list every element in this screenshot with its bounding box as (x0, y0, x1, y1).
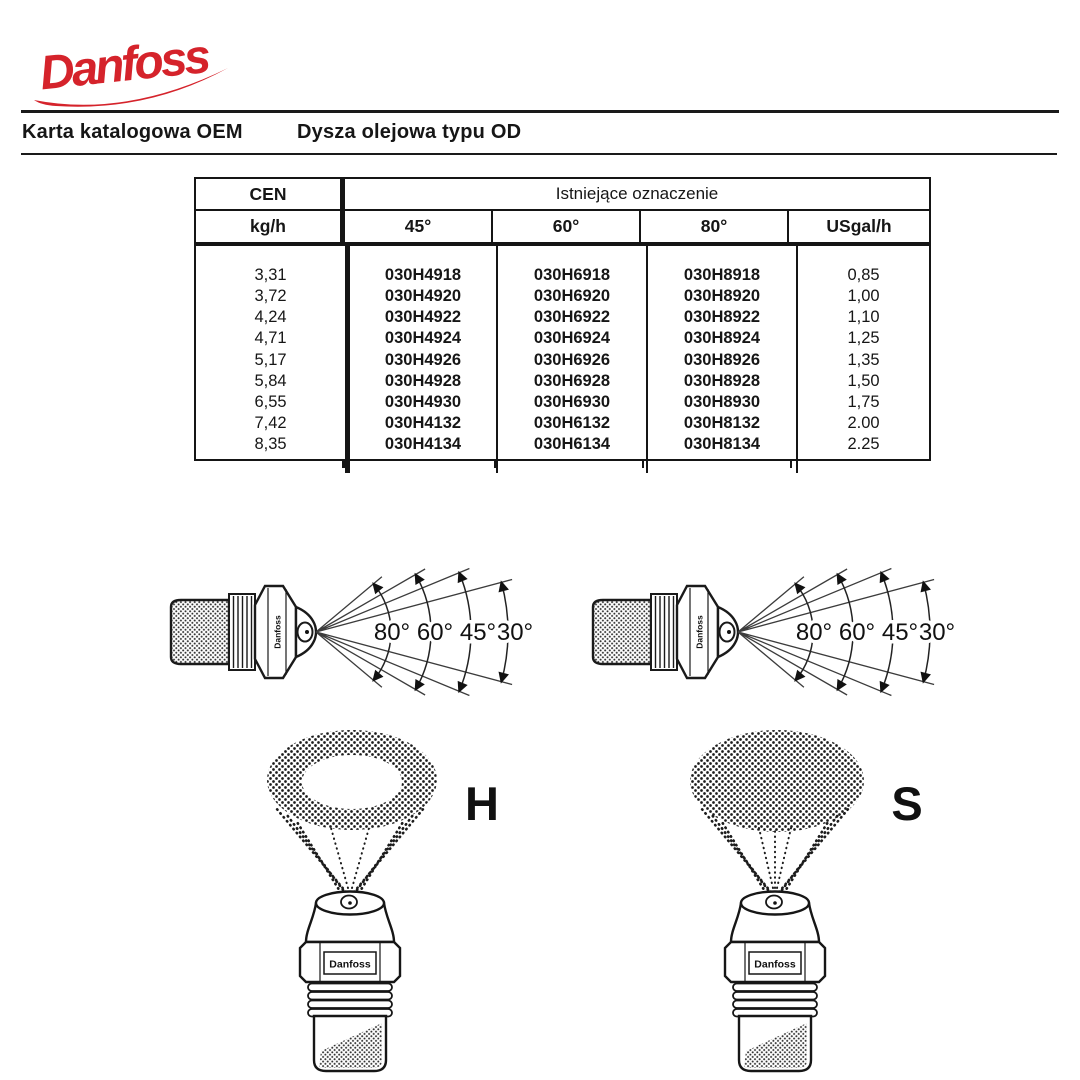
nozzle-brand-text: Danfoss (694, 615, 705, 649)
cell-value: 030H8132 (683, 413, 761, 432)
table-divider-tail (342, 461, 347, 468)
cell-value: 4,24 (254, 308, 287, 327)
angle-label-80: 80° (373, 619, 411, 646)
cell-value: 4,71 (254, 329, 287, 348)
table-divider-tail (642, 461, 644, 468)
cell-value: 030H6930 (533, 392, 611, 411)
cell-value: 030H4134 (384, 435, 462, 454)
cell-value: 030H8134 (683, 435, 761, 454)
cell-value: 030H4926 (384, 350, 462, 369)
nozzle-filter (171, 600, 229, 664)
angle-label-30: 30° (918, 619, 956, 646)
cell-value: 5,17 (254, 350, 287, 369)
header-rule-bottom (21, 153, 1057, 155)
header-rule-top (21, 110, 1059, 113)
orifice-dot (348, 901, 352, 905)
orifice-dot (773, 901, 777, 905)
cell-value: 030H8926 (683, 350, 761, 369)
nozzle-threads (733, 992, 817, 1000)
nozzle-threads (308, 1001, 392, 1009)
table-corner-cell: CEN (196, 179, 345, 209)
spray-angle-diagram-right (588, 555, 988, 720)
cell-value: 1,25 (847, 329, 880, 348)
cell-value: 3,31 (254, 266, 287, 284)
column-kgh-values (196, 246, 350, 473)
cell-value: 030H8918 (683, 266, 761, 284)
nozzle-top-view (300, 892, 400, 1072)
cell-value: 030H4928 (384, 371, 462, 390)
pattern-type-label-s: S (891, 777, 923, 830)
cell-value: 030H6922 (533, 308, 611, 327)
cell-value: 8,35 (254, 435, 287, 454)
angle-label-60: 60° (416, 619, 454, 646)
cell-value: 030H8928 (683, 371, 761, 390)
cell-value: 030H6134 (533, 435, 611, 454)
col-header-60: 60° (491, 211, 639, 242)
orifice-dot (727, 630, 731, 634)
col-header-usgal: USgal/h (787, 211, 929, 242)
cell-value: 030H6928 (533, 371, 611, 390)
cell-value: 3,72 (254, 287, 287, 306)
logo-text: Danfoss (37, 30, 211, 101)
cell-value: 030H8920 (683, 287, 761, 306)
cell-value: 5,84 (254, 371, 287, 390)
spec-table (194, 177, 931, 461)
cell-value: 6,55 (254, 392, 287, 411)
col-header-kgh: kg/h (196, 211, 345, 242)
column-usgal-values (796, 246, 929, 473)
cell-value: 030H6926 (533, 350, 611, 369)
product-title: Dysza olejowa typu OD (297, 121, 522, 143)
nozzle-threads (733, 984, 817, 992)
cell-value: 7,42 (254, 413, 287, 432)
danfoss-logo (26, 18, 238, 112)
col-header-80: 80° (639, 211, 787, 242)
column-60-codes (496, 246, 646, 473)
solid-cone-diagram (655, 720, 985, 1080)
cell-value: 2.25 (847, 435, 880, 454)
cell-value: 030H4930 (384, 392, 462, 411)
cell-value: 030H4922 (384, 308, 462, 327)
angle-label-45: 45° (881, 619, 919, 646)
col-header-45: 45° (404, 216, 432, 236)
angle-label-45: 45° (459, 619, 497, 646)
cell-value: 030H6924 (533, 329, 611, 348)
nozzle-brand-text: Danfoss (329, 958, 371, 971)
cell-value: 030H4918 (384, 266, 462, 284)
cell-value: 030H8924 (683, 329, 761, 348)
column-45-codes (350, 246, 496, 473)
pattern-type-label-h: H (465, 777, 499, 830)
nozzle-threads (733, 1001, 817, 1009)
nozzle-threads (308, 992, 392, 1000)
cell-value: 030H6132 (533, 413, 611, 432)
cell-value: 030H6920 (533, 287, 611, 306)
nozzle-filter (593, 600, 651, 664)
cell-value: 030H4920 (384, 287, 462, 306)
cell-value: 1,75 (847, 392, 880, 411)
cell-value: 030H8930 (683, 392, 761, 411)
angle-label-80: 80° (795, 619, 833, 646)
nozzle-top-view (725, 892, 825, 1072)
doc-type-title: Karta katalogowa OEM (22, 121, 243, 143)
cell-value: 030H4924 (384, 329, 462, 348)
cell-value: 030H8922 (683, 308, 761, 327)
orifice-dot (305, 630, 309, 634)
cell-value: 030H4132 (384, 413, 462, 432)
angle-label-60: 60° (838, 619, 876, 646)
nozzle-threads (308, 984, 392, 992)
angle-label-30: 30° (496, 619, 534, 646)
table-group-header: Istniejące oznaczenie (555, 184, 719, 203)
cell-value: 1,00 (847, 287, 880, 306)
cell-value: 1,35 (847, 350, 880, 369)
cell-value: 1,50 (847, 371, 880, 390)
table-divider-tail (494, 461, 496, 468)
spray-angle-diagram-left (166, 555, 566, 720)
cell-value: 2.00 (847, 413, 880, 432)
nozzle-brand-text: Danfoss (754, 958, 796, 971)
nozzle-brand-text: Danfoss (272, 615, 283, 649)
cell-value: 1,10 (847, 308, 880, 327)
hollow-cone-diagram (230, 720, 560, 1080)
column-80-codes (646, 246, 796, 473)
table-divider-tail (790, 461, 792, 468)
cell-value: 030H6918 (533, 266, 611, 284)
cell-value: 0,85 (847, 266, 880, 284)
